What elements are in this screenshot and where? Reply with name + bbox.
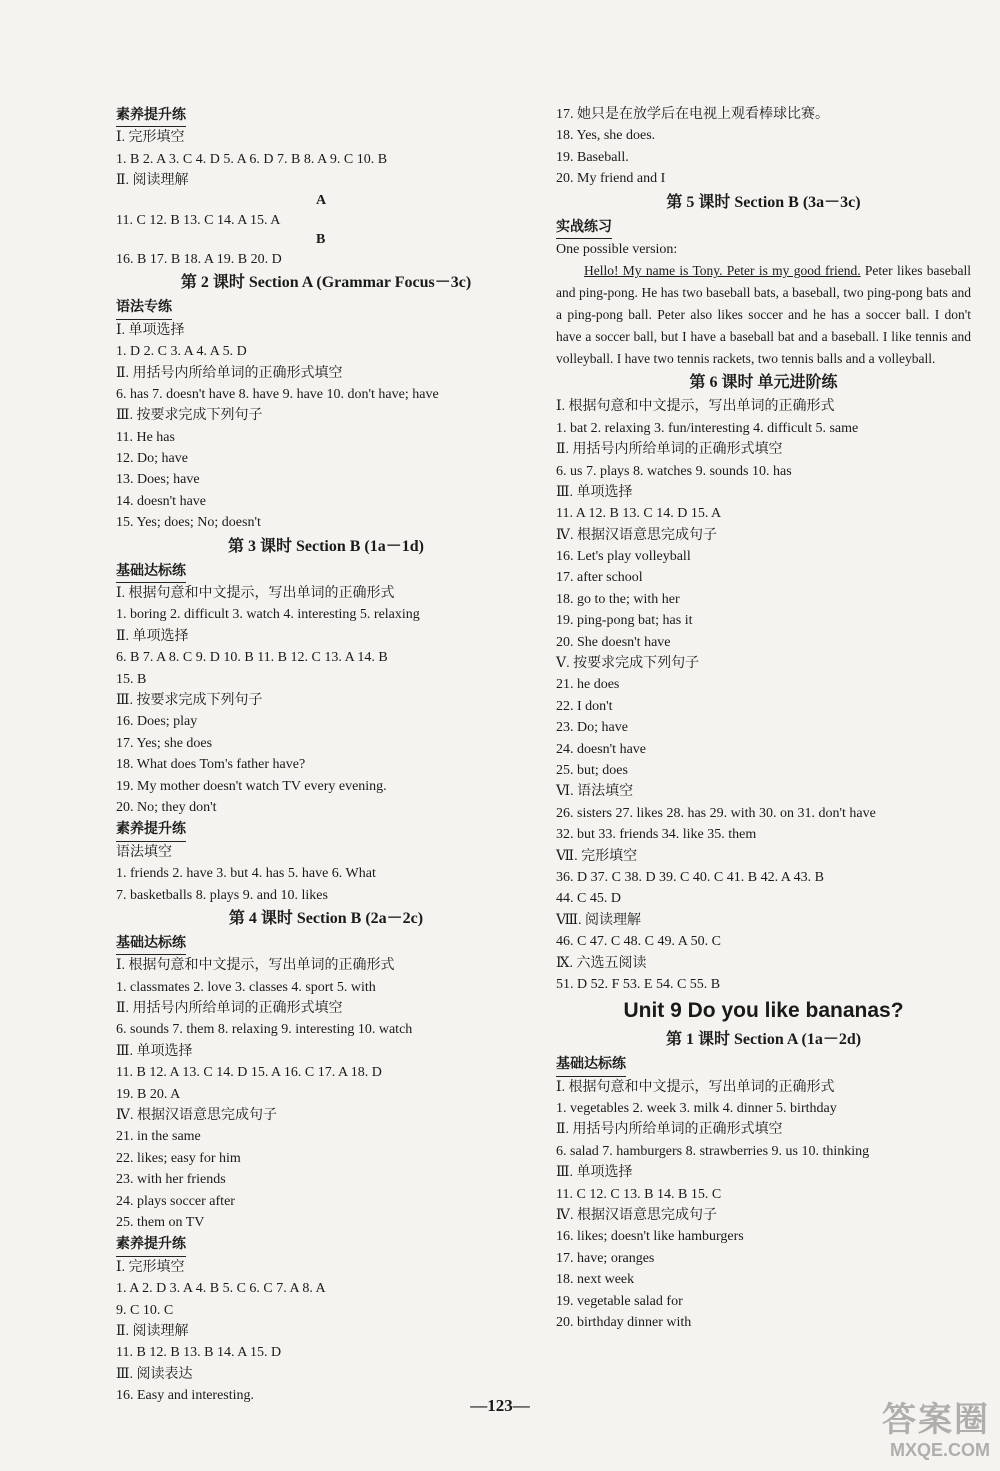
left-answer-line: Ⅱ. 用括号内所给单词的正确形式填空 (116, 365, 343, 381)
right-answer-line: 19. ping-pong bat; has it (556, 613, 693, 629)
right-answer-line: 32. but 33. friends 34. like 35. them (556, 827, 757, 843)
left-answer-line: 11. He has (116, 429, 175, 445)
right-answer-line: 18. go to the; with her (556, 591, 680, 607)
left-answer-line: 16. Easy and interesting. (116, 1388, 255, 1404)
left-answer-line: 15. Yes; does; No; doesn't (116, 515, 261, 531)
right-answer-line: 16. likes; doesn't like hamburgers (556, 1229, 744, 1245)
left-answer-line: Ⅲ. 按要求完成下列句子 (116, 408, 263, 424)
right-answer-line: 1. bat 2. relaxing 3. fun/interesting 4. difficult 5. same (556, 420, 859, 436)
right-answer-line: Ⅶ. 完形填空 (556, 848, 638, 864)
left-answer-line: 23. with her friends (116, 1172, 226, 1188)
right-answer-line: 21. he does (556, 677, 620, 693)
right-answer-line: 25. but; does (556, 762, 628, 778)
left-answer-line: 16. B 17. B 18. A 19. B 20. D (116, 251, 282, 267)
lesson-heading: 第 6 课时 单元进阶练 (689, 374, 838, 392)
left-answer-line: Ⅲ. 按要求完成下列句子 (116, 692, 263, 708)
left-answer-line: 25. them on TV (116, 1214, 205, 1230)
left-answer-line: 21. in the same (116, 1129, 201, 1145)
left-answer-line: Ⅰ. 单项选择 (116, 322, 185, 338)
left-answer-line: 1. classmates 2. love 3. classes 4. sport 5. with (116, 979, 376, 995)
right-answer-line: Ⅰ. 根据句意和中文提示，写出单词的正确形式 (556, 399, 835, 415)
right-bottom-block (556, 370, 971, 1333)
right-answer-line: Ⅳ. 根据汉语意思完成句子 (556, 1208, 717, 1224)
left-answer-line: 17. Yes; she does (116, 735, 213, 751)
left-answer-line: 6. B 7. A 8. C 9. D 10. B 11. B 12. C 13. A 14. B (116, 650, 388, 666)
section-label: 素养提升练 (116, 1234, 186, 1256)
section-label: 基础达标练 (116, 933, 186, 955)
right-answer-line: Ⅱ. 用括号内所给单词的正确形式填空 (556, 1122, 783, 1138)
right-answer-line: 11. C 12. C 13. B 14. B 15. C (556, 1186, 722, 1202)
right-answer-line: 16. Let's play volleyball (556, 549, 691, 565)
left-answer-line: Ⅰ. 根据句意和中文提示，写出单词的正确形式 (116, 958, 395, 974)
section-label-row (116, 818, 536, 841)
left-answer-line: 20. No; they don't (116, 799, 217, 815)
right-answer-line: 6. salad 7. hamburgers 8. strawberries 9. us 10. thinking (556, 1143, 870, 1159)
right-answer-line: 18. next week (556, 1272, 635, 1288)
left-answer-line: Ⅲ. 阅读表达 (116, 1366, 193, 1382)
right-answer-line: 20. My friend and I (556, 171, 666, 187)
right-answer-line: 51. D 52. F 53. E 54. C 55. B (556, 976, 721, 992)
watermark-text-cn: 答案圈 (882, 1401, 990, 1439)
right-answer-line: Ⅲ. 单项选择 (556, 1165, 633, 1181)
right-answer-line: 26. sisters 27. likes 28. has 29. with 30. on 31. don't have (556, 805, 876, 821)
left-answer-line: 6. sounds 7. them 8. relaxing 9. interesting 10. watch (116, 1022, 413, 1038)
right-answer-line: 17. have; oranges (556, 1250, 655, 1266)
section-label: 实战练习 (556, 217, 612, 239)
section-label-row (116, 1233, 536, 1256)
left-answer-line: 1. B 2. A 3. C 4. D 5. A 6. D 7. B 8. A 9. C 10. B (116, 151, 388, 167)
lesson-heading: 第 3 课时 Section B (1a－1d) (227, 537, 424, 555)
lesson-heading: 第 4 课时 Section B (2a－2c) (228, 909, 424, 927)
left-answer-line: Ⅱ. 用括号内所给单词的正确形式填空 (116, 1001, 343, 1017)
right-answer-line: 17. 她只是在放学后在电视上观看棒球比赛。 (556, 107, 829, 122)
left-answer-line: 7. basketballs 8. plays 9. and 10. likes (116, 887, 328, 903)
left-answer-line: 12. Do; have (116, 451, 188, 467)
left-answer-line: 14. doesn't have (116, 493, 207, 509)
left-answer-line: 1. boring 2. difficult 3. watch 4. interesting 5. relaxing (116, 607, 420, 623)
section-label-row (116, 104, 536, 127)
right-answer-line: Ⅷ. 阅读理解 (556, 912, 642, 928)
left-answer-line: 9. C 10. C (116, 1302, 174, 1318)
left-answer-line: 24. plays soccer after (116, 1193, 235, 1209)
left-answer-line: 22. likes; easy for him (116, 1150, 241, 1166)
right-answer-line: Ⅱ. 用括号内所给单词的正确形式填空 (556, 442, 783, 458)
left-answer-line: 11. C 12. B 13. C 14. A 15. A (116, 212, 281, 228)
right-answer-line: 36. D 37. C 38. D 39. C 40. C 41. B 42. A 43. B (556, 869, 824, 885)
left-answer-line: 1. D 2. C 3. A 4. A 5. D (116, 344, 247, 360)
section-label-row (116, 296, 536, 319)
right-answer-line: 44. C 45. D (556, 891, 621, 907)
right-answer-line: Ⅲ. 单项选择 (556, 484, 633, 500)
model-essay (556, 260, 971, 370)
left-answer-line: 语法填空 (116, 844, 172, 860)
left-answer-line: 19. My mother doesn't watch TV every evening. (116, 778, 387, 794)
watermark-text-en: MXQE.COM (889, 1440, 990, 1460)
essay-body: Peter likes baseball and ping-pong. He has two baseball bats, a baseball, two ping-pong bats and a ping-pong ball. Peter also likes soccer and he has a soccer ball. I don't have a soccer ball, but I have a baseball bat and a baseball. I like tennis and volleyball. I have two tennis rackets, two tennis balls and a volleyball. (556, 263, 971, 367)
left-answer-line: 1. A 2. D 3. A 4. B 5. C 6. C 7. A 8. A (116, 1281, 326, 1297)
section-label: 语法专练 (116, 297, 172, 319)
lesson-heading: 第 5 课时 Section B (3a－3c) (666, 193, 861, 211)
passage-label: B (316, 231, 326, 247)
left-answer-line: Ⅰ. 根据句意和中文提示，写出单词的正确形式 (116, 586, 395, 602)
section-label: 素养提升练 (116, 819, 186, 841)
left-answer-line: Ⅱ. 阅读理解 (116, 173, 189, 189)
passage-label: A (316, 192, 327, 208)
right-answer-line: 20. birthday dinner with (556, 1314, 692, 1330)
left-column (116, 104, 536, 1406)
left-answer-line: 11. B 12. A 13. C 14. D 15. A 16. C 17. A 18. D (116, 1065, 382, 1081)
section-label: 基础达标练 (556, 1054, 626, 1076)
right-answer-line: 19. Baseball. (556, 149, 629, 165)
right-answer-line: One possible version: (556, 241, 678, 257)
right-answer-line: Ⅰ. 根据句意和中文提示，写出单词的正确形式 (556, 1079, 835, 1095)
section-label: 基础达标练 (116, 561, 186, 583)
section-label-row (556, 1053, 971, 1076)
right-answer-line: Ⅳ. 根据汉语意思完成句子 (556, 527, 717, 543)
unit-title: Unit 9 Do you like bananas? (623, 999, 904, 1023)
right-answer-line: 46. C 47. C 48. C 49. A 50. C (556, 934, 721, 950)
left-answer-line: 16. Does; play (116, 714, 198, 730)
right-top-block (556, 104, 971, 260)
left-answer-line: Ⅱ. 单项选择 (116, 628, 189, 644)
left-answer-line: 18. What does Tom's father have? (116, 757, 306, 773)
right-column (556, 104, 971, 1333)
right-answer-line: 19. vegetable salad for (556, 1293, 683, 1309)
left-answer-line: 13. Does; have (116, 472, 200, 488)
page-number: —123— (470, 1396, 530, 1415)
left-answer-line: 6. has 7. doesn't have 8. have 9. have 10. don't have; have (116, 386, 439, 402)
left-answer-line: 15. B (116, 671, 147, 687)
left-answer-line: Ⅱ. 阅读理解 (116, 1323, 189, 1339)
left-answer-line: 19. B 20. A (116, 1086, 181, 1102)
right-answer-line: 24. doesn't have (556, 741, 647, 757)
left-answer-line: Ⅰ. 完形填空 (116, 1259, 185, 1275)
left-answer-line: Ⅲ. 单项选择 (116, 1043, 193, 1059)
right-answer-line: 22. I don't (556, 698, 613, 714)
essay-first-sentence: Hello! My name is Tony. Peter is my good friend. (584, 263, 861, 279)
right-answer-line: 6. us 7. plays 8. watches 9. sounds 10. has (556, 463, 792, 479)
right-answer-line: Ⅴ. 按要求完成下列句子 (556, 656, 700, 672)
site-watermark (810, 1400, 990, 1464)
section-label-row (556, 216, 971, 239)
right-answer-line: Ⅵ. 语法填空 (556, 784, 634, 800)
lesson-heading: 第 1 课时 Section A (1a－2d) (665, 1031, 862, 1049)
section-label: 素养提升练 (116, 105, 186, 127)
left-answer-line: Ⅳ. 根据汉语意思完成句子 (116, 1108, 277, 1124)
right-answer-line: 1. vegetables 2. week 3. milk 4. dinner 5. birthday (556, 1101, 837, 1117)
right-answer-line: Ⅸ. 六选五阅读 (556, 955, 647, 971)
section-label-row (116, 932, 536, 955)
right-answer-line: 11. A 12. B 13. C 14. D 15. A (556, 506, 722, 522)
left-answer-line: 11. B 12. B 13. B 14. A 15. D (116, 1345, 282, 1361)
left-answer-line: 1. friends 2. have 3. but 4. has 5. have 6. What (116, 866, 376, 882)
section-label-row (116, 560, 536, 583)
lesson-heading: 第 2 课时 Section A (Grammar Focus－3c) (180, 274, 472, 292)
right-answer-line: 18. Yes, she does. (556, 128, 656, 144)
right-answer-line: 20. She doesn't have (556, 634, 671, 650)
right-answer-line: 23. Do; have (556, 720, 628, 736)
left-answer-line: Ⅰ. 完形填空 (116, 130, 185, 146)
right-answer-line: 17. after school (556, 570, 643, 586)
